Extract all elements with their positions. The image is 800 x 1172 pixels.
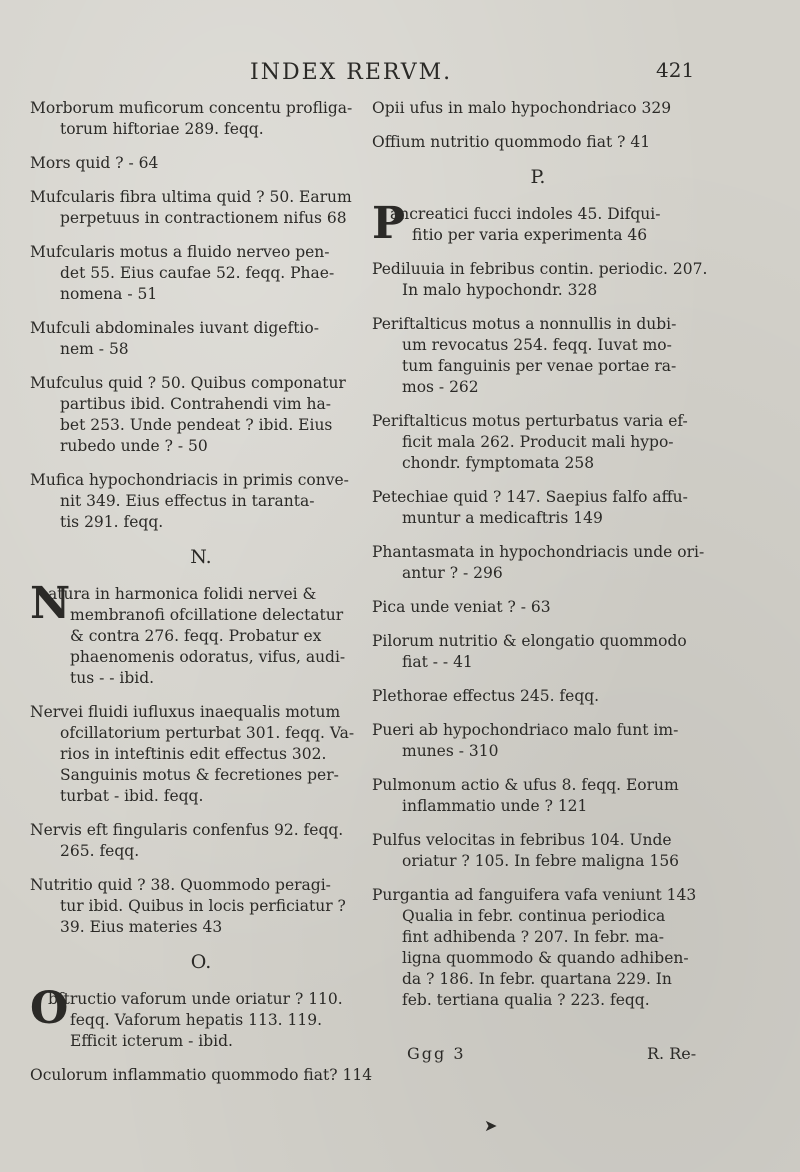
section-letter-n: N.	[190, 546, 212, 568]
entry-line: Nutritio quid ? 38. Quommodo peragi-	[30, 876, 331, 894]
section-letter-o: O.	[190, 951, 212, 973]
entry-line: torum hiftoriae 289. feqq.	[60, 120, 264, 138]
entry-line: tur ibid. Quibus in locis perficiatur ?	[60, 897, 346, 915]
entry-line: da ? 186. In febr. quartana 229. In	[402, 970, 672, 988]
index-entry	[30, 373, 372, 457]
running-header	[0, 58, 800, 88]
entry-line: Mufcularis fibra ultima quid ? 50. Earum	[30, 188, 352, 206]
left-column	[30, 98, 372, 1099]
entry-line: feqq. Vaforum hepatis 113. 119.	[70, 1011, 323, 1029]
entry-line: Pueri ab hypochondriaco malo funt im-	[372, 721, 679, 739]
entry-line: rios in inteftinis edit effectus 302.	[60, 745, 327, 763]
index-entry	[30, 318, 372, 360]
dropcap-entry-p	[372, 198, 704, 249]
index-entry	[30, 1065, 372, 1086]
section-letter-p: P.	[530, 166, 546, 188]
entry-line: Petechiae quid ? 147. Saepius falfo affu-	[372, 488, 688, 506]
entry-line: Nervei fluidi iufluxus inaequalis motum	[30, 703, 341, 721]
entry-line: Efficit icterum - ibid.	[70, 1032, 233, 1050]
index-entry	[30, 242, 372, 305]
entry-line: oriatur ? 105. In febre maligna 156	[402, 852, 680, 870]
entry-line: Mufcularis motus a fluido nerveo pen-	[30, 243, 330, 261]
index-entry	[372, 720, 704, 762]
entry-line: partibus ibid. Contrahendi vim ha-	[60, 395, 331, 413]
page-title: INDEX RERVM.	[250, 60, 453, 85]
entry-line: um revocatus 254. feqq. Iuvat mo-	[402, 336, 672, 354]
entry-line: Pediluuia in febribus contin. periodic. 207.	[372, 260, 708, 278]
index-entries-o-continued	[372, 98, 704, 153]
entry-line: nit 349. Eius effectus in taranta-	[60, 492, 315, 510]
index-entries-p	[372, 259, 708, 1011]
entry-line: chondr. fymptomata 258	[402, 454, 595, 472]
index-entry	[30, 875, 372, 938]
entry-line: nem - 58	[60, 340, 129, 358]
catchword: R. Re-	[647, 1044, 697, 1063]
entry-line: ofcillatorium perturbat 301. feqq. Va-	[60, 724, 355, 742]
entry-line: inflammatio unde ? 121	[402, 797, 588, 815]
dropcap-entry-o	[30, 983, 372, 1052]
index-entries-m	[30, 98, 372, 533]
entry-line: Pulmonum actio & ufus 8. feqq. Eorum	[372, 776, 679, 794]
entry-line: phaenomenis odoratus, vifus, audi-	[70, 648, 346, 666]
entry-line: tum fanguinis per venae portae ra-	[402, 357, 677, 375]
entry-line: fitio per varia experimenta 46	[412, 226, 648, 244]
index-entry	[372, 830, 704, 872]
entry-line: Oculorum inflammatio quommodo fiat? 114	[30, 1066, 373, 1084]
entry-line: perpetuus in contractionem nifus 68	[60, 209, 347, 227]
entry-line: Mufculi abdominales iuvant digeftio-	[30, 319, 319, 337]
entry-line: Phantasmata in hypochondriacis unde ori-	[372, 543, 705, 561]
entry-line: fint adhibenda ? 207. In febr. ma-	[402, 928, 665, 946]
entry-line: muntur a medicaftris 149	[402, 509, 603, 527]
index-entry	[372, 686, 704, 707]
entry-line: Purgantia ad fanguifera vafa veniunt 143	[372, 886, 697, 904]
entry-line: 265. feqq.	[60, 842, 140, 860]
entry-line: ancreatici fucci indoles 45. Difqui-	[390, 205, 661, 223]
entry-line: Mufculus quid ? 50. Quibus componatur	[30, 374, 346, 392]
index-entry	[372, 631, 704, 673]
entry-line: Sanguinis motus & fecretiones per-	[60, 766, 339, 784]
dropcap-o: O	[30, 983, 69, 1034]
entry-line: 39. Eius materies 43	[60, 918, 223, 936]
index-entry	[30, 470, 372, 533]
entry-line: Qualia in febr. continua periodica	[402, 907, 666, 925]
entry-line: mos - 262	[402, 378, 479, 396]
index-entry	[372, 597, 704, 618]
page-number: 421	[656, 58, 695, 82]
entry-line: Opii ufus in malo hypochondriaco 329	[372, 99, 672, 117]
entry-line: tus - - ibid.	[70, 669, 155, 687]
entry-line: feb. tertiana qualia ? 223. feqq.	[402, 991, 650, 1009]
index-entry	[372, 98, 704, 119]
entry-line: turbat - ibid. feqq.	[60, 787, 204, 805]
index-entry	[372, 542, 704, 584]
entry-line: Mufica hypochondriacis in primis conve-	[30, 471, 349, 489]
entry-line: bftructio vaforum unde oriatur ? 110.	[48, 990, 343, 1008]
index-entry	[30, 153, 372, 174]
entry-line: Periftalticus motus a nonnullis in dubi-	[372, 315, 677, 333]
index-entry	[372, 132, 704, 153]
index-entry	[30, 820, 372, 862]
entry-line: Plethorae effectus 245. feqq.	[372, 687, 600, 705]
signature-mark: Ggg 3	[407, 1044, 466, 1063]
entry-line: Offium nutritio quommodo fiat ? 41	[372, 133, 651, 151]
index-entry	[372, 487, 704, 529]
entry-line: atura in harmonica folidi nervei &	[48, 585, 317, 603]
entry-line: Pulfus velocitas in febribus 104. Unde	[372, 831, 672, 849]
entry-line: Morborum muficorum concentu profliga-	[30, 99, 353, 117]
entry-line: ligna quommodo & quando adhiben-	[402, 949, 689, 967]
entry-line: ficit mala 262. Producit mali hypo-	[402, 433, 674, 451]
ornament-mark: ➤	[484, 1116, 498, 1135]
index-entry	[372, 775, 704, 817]
dropcap-n: N	[30, 578, 71, 629]
index-entry	[30, 187, 372, 229]
right-column	[372, 98, 708, 1024]
index-entry	[372, 259, 708, 301]
entry-line: bet 253. Unde pendeat ? ibid. Eius	[60, 416, 333, 434]
entry-line: Nervis eft fingularis confenfus 92. feqq.	[30, 821, 344, 839]
dropcap-entry-n	[30, 578, 372, 689]
entry-line: antur ? - 296	[402, 564, 503, 582]
entry-line: Mors quid ? - 64	[30, 154, 159, 172]
index-entry	[30, 702, 372, 807]
entry-line: munes - 310	[402, 742, 499, 760]
index-entry	[372, 314, 704, 398]
entry-line: Pilorum nutritio & elongatio quommodo	[372, 632, 687, 650]
entry-line: In malo hypochondr. 328	[402, 281, 598, 299]
index-entries-n	[30, 702, 372, 938]
entry-line: det 55. Eius caufae 52. feqq. Phae-	[60, 264, 335, 282]
entry-line: Pica unde veniat ? - 63	[372, 598, 551, 616]
index-entry	[372, 885, 704, 1011]
entry-line: Periftalticus motus perturbatus varia ef-	[372, 412, 688, 430]
entry-line: & contra 276. feqq. Probatur ex	[70, 627, 322, 645]
entry-line: tis 291. feqq.	[60, 513, 164, 531]
dropcap-p: P	[372, 198, 406, 249]
entry-line: nomena - 51	[60, 285, 158, 303]
index-entries-o	[30, 1065, 372, 1086]
entry-line: fiat - - 41	[402, 653, 473, 671]
entry-line: rubedo unde ? - 50	[60, 437, 208, 455]
entry-line: membranofi ofcillatione delectatur	[70, 606, 344, 624]
index-entry	[372, 411, 704, 474]
index-entry	[30, 98, 372, 140]
